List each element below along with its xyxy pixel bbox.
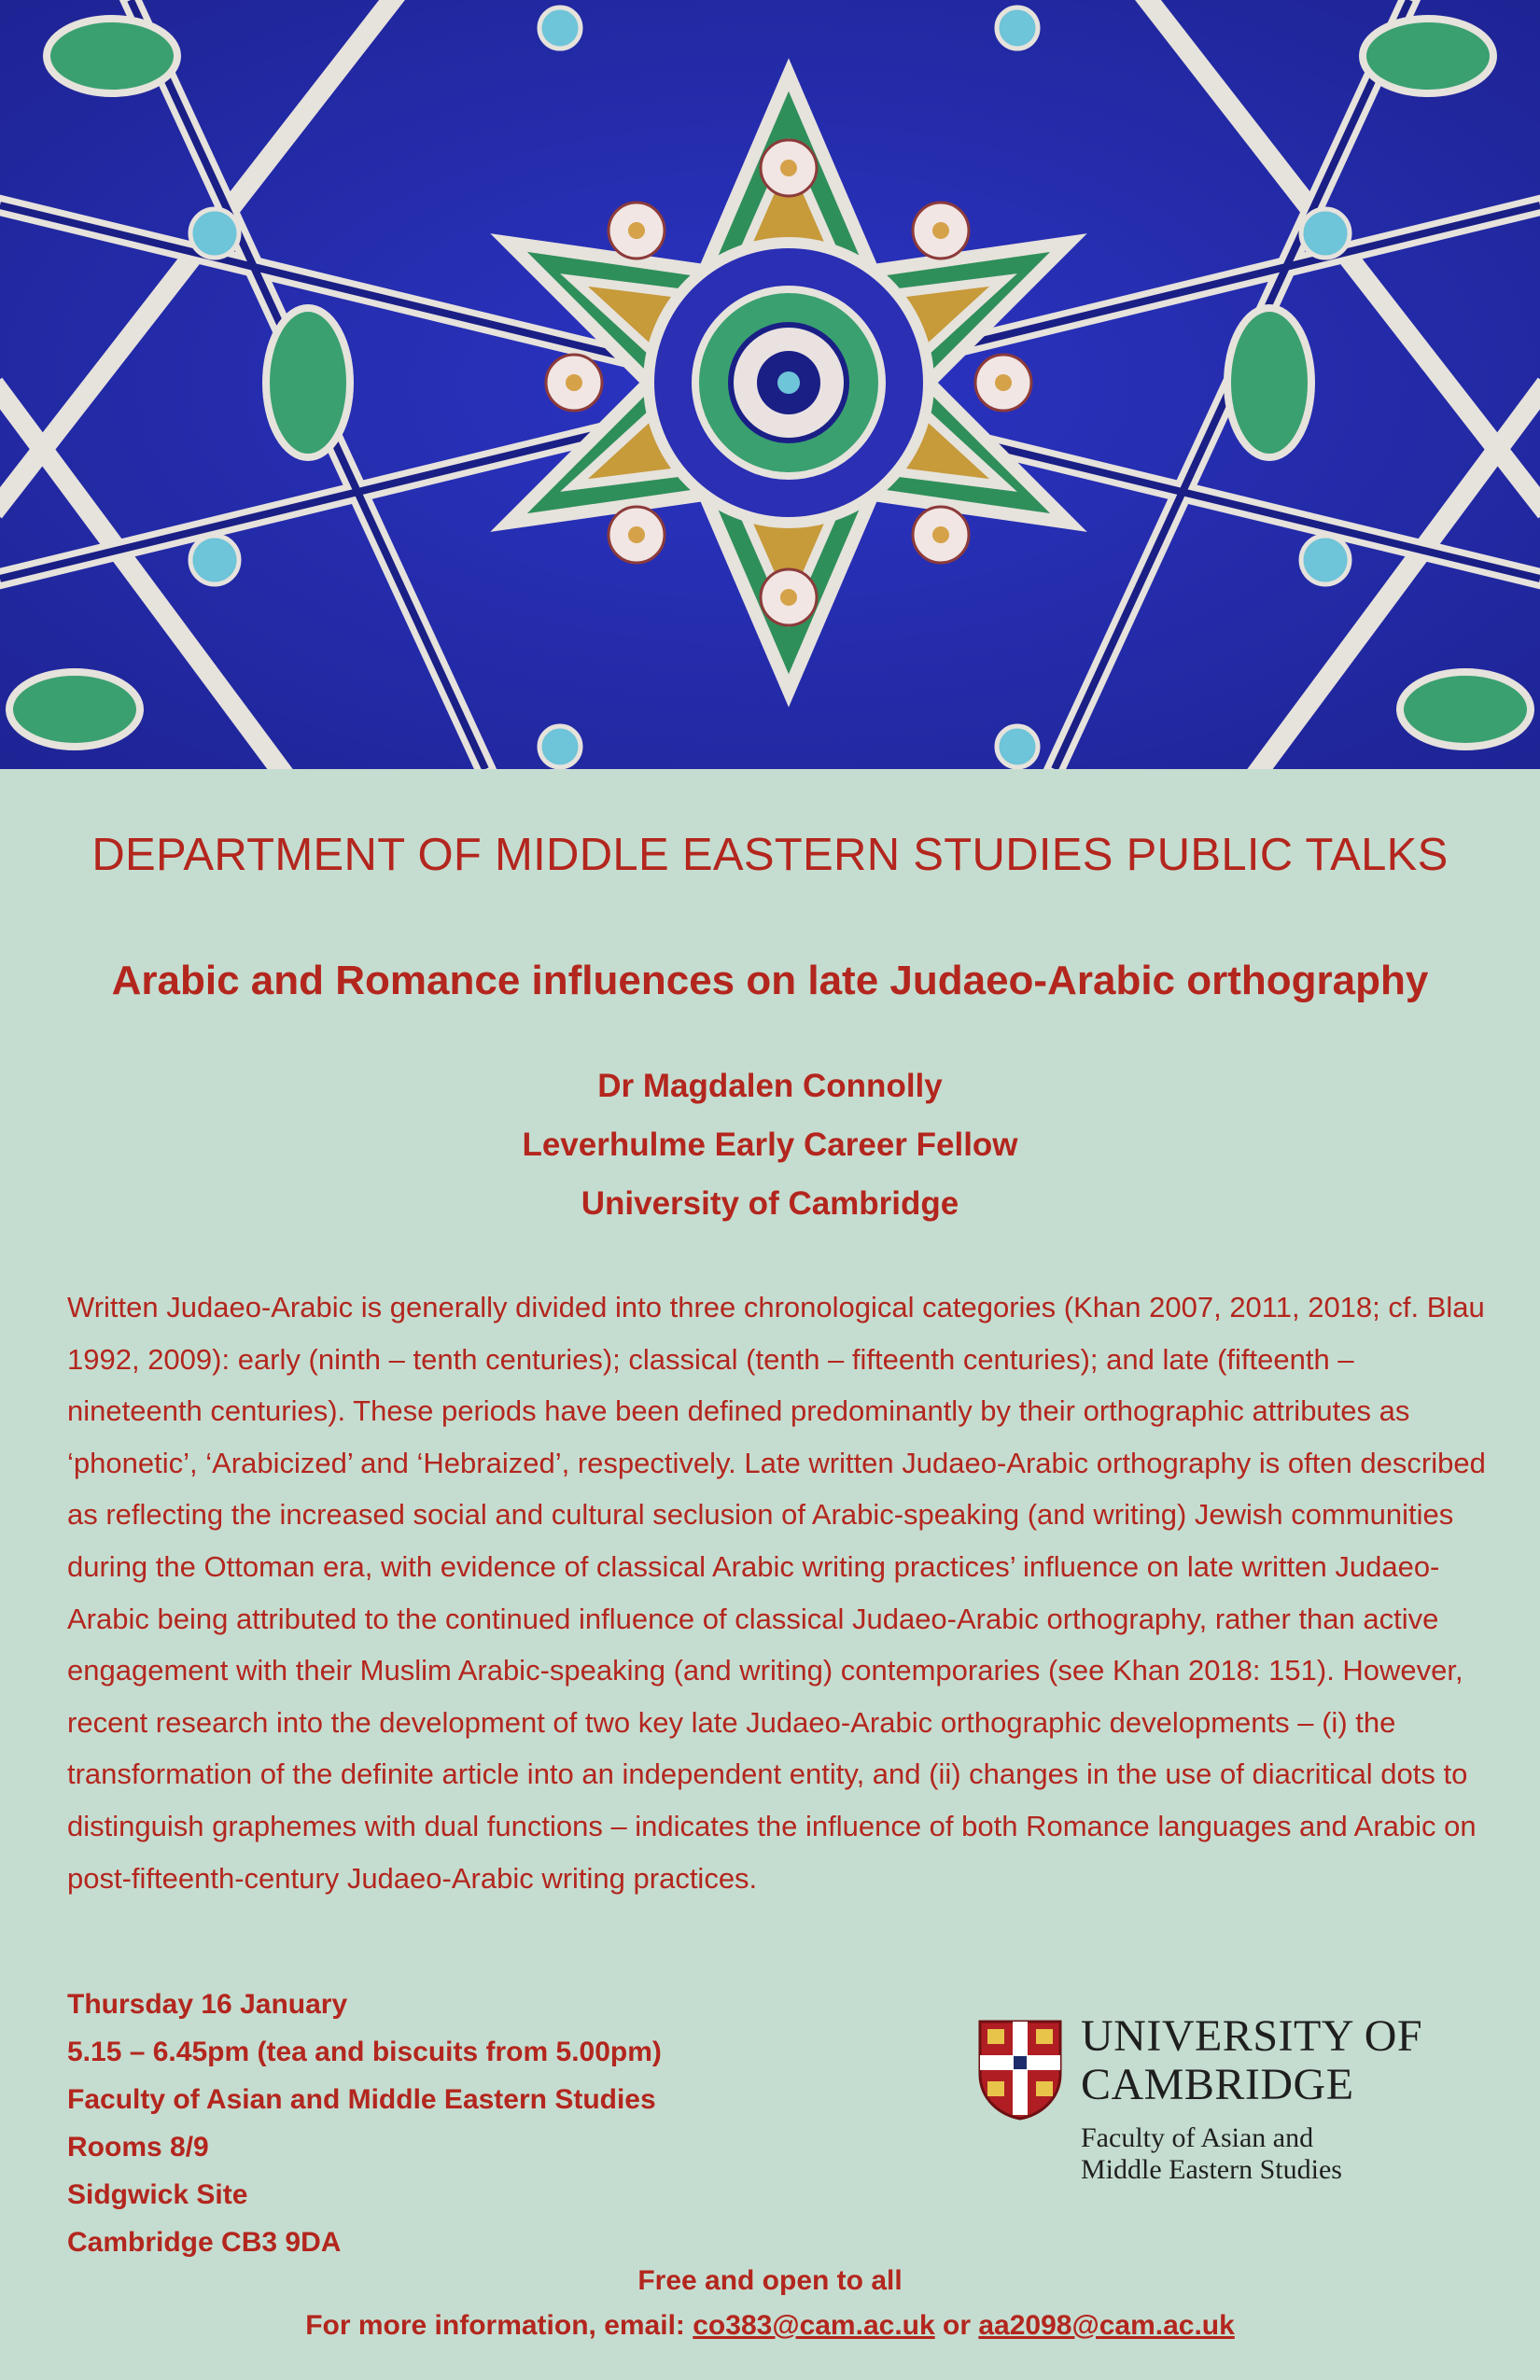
event-date: Thursday 16 January	[67, 1989, 348, 2020]
contact-prefix: For more information, email:	[305, 2310, 685, 2341]
logo-line-cambridge: CAMBRIDGE	[1081, 2060, 1354, 2109]
logo-line-middle-eastern: Middle Eastern Studies	[1081, 2154, 1342, 2185]
logo-line-faculty: Faculty of Asian and	[1081, 2122, 1314, 2153]
speaker-institution: University of Cambridge	[581, 1185, 959, 1222]
logo-line-university-of: UNIVERSITY OF	[1081, 2011, 1423, 2061]
email-link-co383[interactable]: co383@cam.ac.uk	[693, 2310, 935, 2341]
talk-abstract: Written Judaeo-Arabic is generally divided into three chronological categories (Khan 2007, 2011, 2018; cf. Blau 1992, 2009): early (ninth – tenth centuries); classical (tenth – fifteenth centuries); and late (fifteenth – nineteenth centuries). These periods have been defined predominantly by their orthographic attributes as ‘phonetic’, ‘Arabicized’ and ‘Hebraized’, respectively. Late written Judaeo-Arabic orthography is often described as reflecting the increased social and cultural seclusion of Arabic-speaking (and writing) Jewish communities during the Ottoman era, with evidence of classical Arabic writing practices’ influence on late written Judaeo-Arabic being attributed to the continued influence of classical Judaeo-Arabic orthography, rather than active engagement with their Muslim Arabic-speaking (and writing) contemporaries (see Khan 2018: 151). However, recent research into the development of two key late Judaeo-Arabic orthographic developments – (i) the transformation of the definite article into an independent entity, and (ii) changes in the use of diacritical dots to distinguish graphemes with dual functions – indicates the influence of both Romance languages and Arabic on post-fifteenth-century Judaeo-Arabic writing practices.	[67, 1291, 1486, 1895]
talk-title: Arabic and Romance influences on late Judaeo-Arabic orthography	[111, 958, 1429, 1003]
department-heading: DEPARTMENT OF MIDDLE EASTERN STUDIES PUBLIC TALKS	[91, 830, 1449, 880]
email-link-aa2098[interactable]: aa2098@cam.ac.uk	[978, 2310, 1235, 2341]
contact-or: or	[943, 2310, 972, 2341]
free-admission-note: Free and open to all	[637, 2265, 903, 2296]
university-logo	[976, 2012, 1462, 2190]
speaker-role: Leverhulme Early Career Fellow	[522, 1127, 1018, 1163]
event-site: Sidgwick Site	[67, 2179, 248, 2210]
event-faculty: Faculty of Asian and Middle Eastern Studies	[67, 2084, 656, 2115]
speaker-name: Dr Magdalen Connolly	[597, 1068, 943, 1104]
university-crest-icon	[976, 2018, 1064, 2121]
event-details	[67, 1981, 662, 2266]
mosaic-header-image	[0, 0, 1540, 769]
contact-line	[0, 2310, 1540, 2342]
event-city: Cambridge CB3 9DA	[67, 2227, 342, 2258]
event-time: 5.15 – 6.45pm (tea and biscuits from 5.00pm)	[67, 2037, 662, 2067]
event-rooms: Rooms 8/9	[67, 2132, 209, 2163]
